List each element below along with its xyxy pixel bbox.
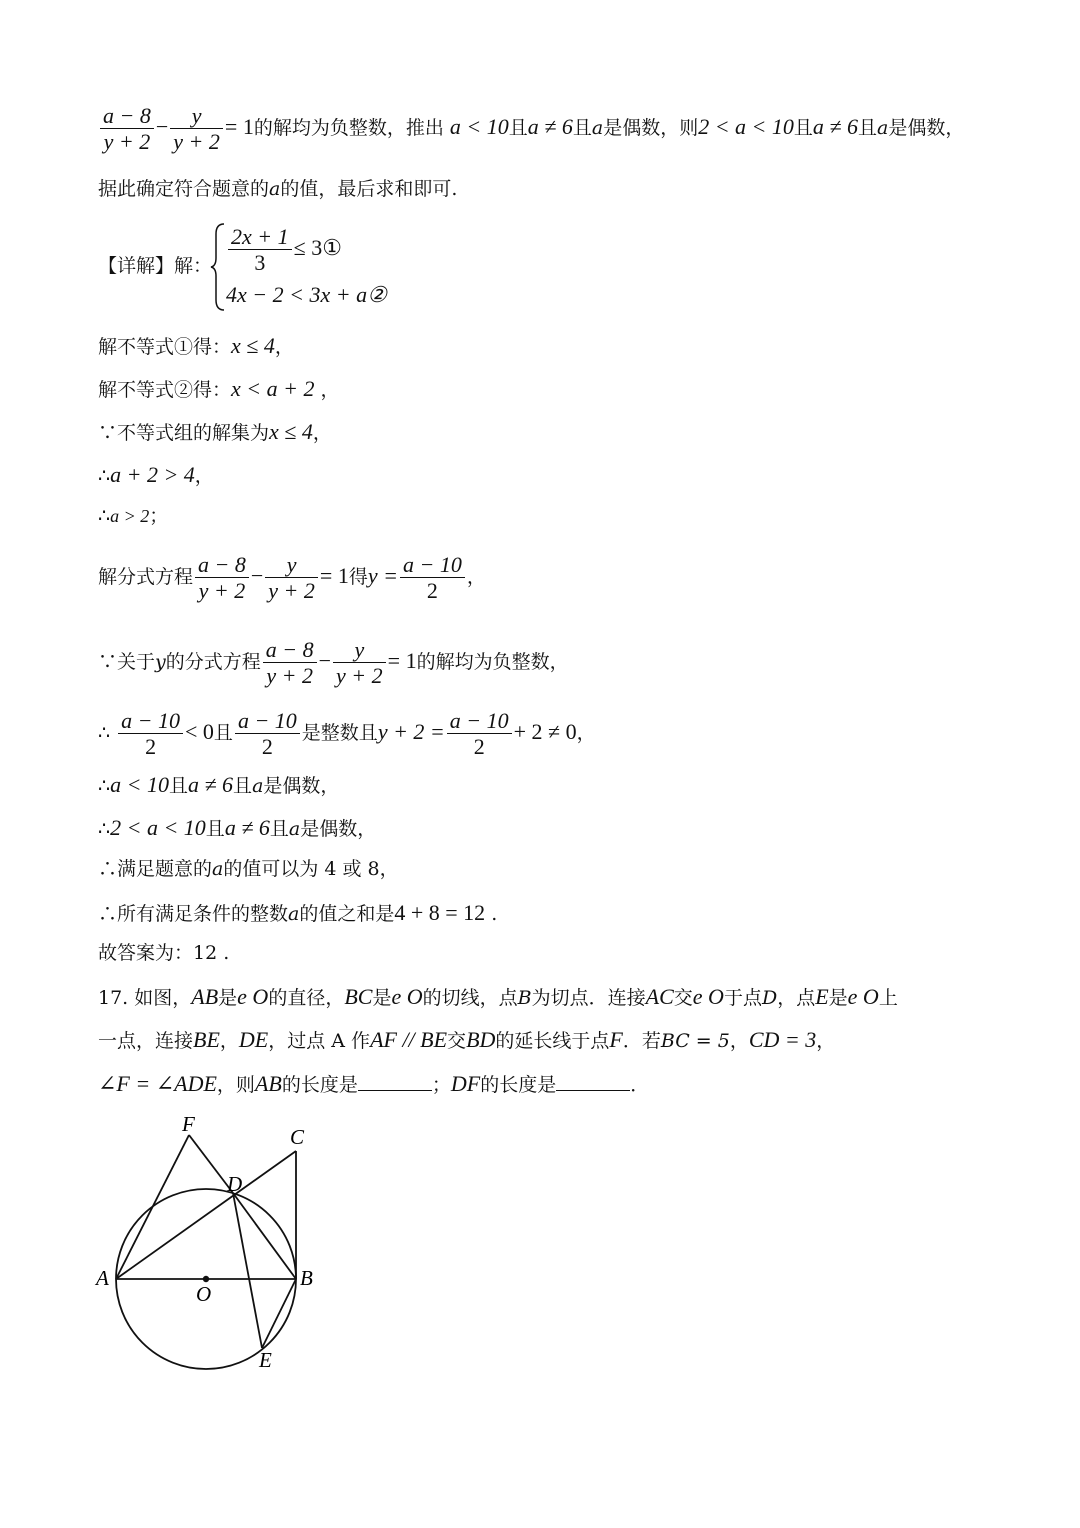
text: 的值，最后求和即可.	[280, 178, 458, 200]
text: ∴所有满足条件的整数	[98, 903, 289, 925]
fraction-y	[170, 103, 223, 155]
text: 为切点．连接	[531, 987, 646, 1009]
math-inline: e O	[237, 984, 269, 1009]
segment-af	[116, 1135, 189, 1279]
math-inline: x ≤ 4	[231, 333, 275, 358]
fraction-solution	[235, 708, 300, 760]
answer-blank-df[interactable]	[556, 1072, 630, 1091]
fraction-denominator: y + 2	[268, 578, 315, 604]
math-inline: e O	[847, 984, 879, 1009]
text: 的解均为负整数，	[416, 650, 569, 673]
math-inline: a ≠ 6	[527, 113, 573, 139]
text: 是整数且	[301, 721, 378, 744]
text: 的解均为负整数，推出	[253, 116, 444, 139]
label-f: F	[182, 1112, 195, 1136]
text: 且	[793, 116, 813, 139]
equals-one: = 1	[319, 562, 349, 588]
math-var: a	[877, 116, 889, 139]
answer-blank-ab[interactable]	[358, 1072, 432, 1091]
fraction-numerator: y	[333, 637, 386, 663]
math-var: y	[155, 650, 166, 673]
fraction-numerator: a − 10	[400, 552, 465, 578]
fraction-numerator: y	[265, 552, 318, 578]
math-inline: AB	[191, 984, 219, 1009]
step-7: ∵关于y的分式方程 $\frac{a - 8}{y + 2}$ − $\frac{y}{y + 2}$ = 1的解均为负整数，	[98, 637, 569, 689]
line-2	[98, 180, 457, 199]
text: ∴满足题意的	[98, 858, 213, 880]
step-5: ∴a > 2；	[98, 505, 169, 527]
math-inline: e O	[692, 984, 724, 1009]
fraction-a-minus-8	[100, 103, 154, 155]
text: ；	[431, 1074, 451, 1096]
math-var: a	[212, 858, 224, 880]
fraction-denominator: 2	[261, 734, 273, 760]
detail-label: 【详解】解：	[98, 255, 213, 277]
math-inline: a + 2 > 4	[110, 462, 195, 487]
text: 上	[878, 987, 898, 1009]
text: 交	[447, 1030, 467, 1052]
therefore-symbol: ∴	[98, 505, 111, 527]
fraction-numerator: a − 10	[447, 708, 512, 734]
text: ，点	[777, 987, 816, 1009]
fraction-numerator: a − 10	[118, 708, 183, 734]
math-inline: DF	[450, 1071, 481, 1096]
text: ，则	[216, 1074, 255, 1096]
step-8: ∴ $\frac{a - 10}{2}$ < 0且 $\frac{a - 10}{2}$ 是整数且y + 2 = $\frac{a - 10}{2}$ + 2 ≠ 0，	[98, 708, 596, 760]
fraction-a-minus-8	[263, 637, 317, 689]
math-inline: e O	[391, 984, 423, 1009]
text: 解不等式①得：	[98, 336, 232, 358]
label-b: B	[300, 1266, 313, 1290]
math-inline: a > 2	[110, 506, 150, 526]
fraction-numerator: a − 10	[235, 708, 300, 734]
text: 的长度是	[480, 1074, 557, 1096]
text: 且	[572, 116, 592, 139]
math-inline: BC	[344, 984, 373, 1009]
therefore-symbol: ∴	[98, 465, 111, 487]
text: 的值可以为 4 或 8，	[223, 858, 399, 880]
math-inline: DE	[238, 1027, 269, 1052]
text: ，	[816, 1030, 836, 1052]
segment-de	[233, 1193, 262, 1348]
step-9	[98, 774, 339, 796]
math-inline: a ≠ 6	[224, 815, 270, 840]
text: 是偶数，	[300, 818, 377, 840]
line-1: $\frac{a - 8}{y + 2}$ − $\frac{y}{y + 2}$ = 1的解均为负整数，推出 a < 10且a ≠ 6且a是偶数，则2 < a < 10且a ≠ 6且a是偶数，	[98, 103, 964, 155]
therefore-symbol: ∴	[98, 818, 111, 840]
text: ∵不等式组的解集为	[98, 422, 270, 444]
equals-one: = 1	[387, 647, 417, 673]
segment-be	[262, 1279, 296, 1348]
text: ，	[729, 1030, 749, 1052]
math-inline: a < 10	[110, 772, 169, 797]
math-inline: ∠F = ∠ADE	[98, 1071, 217, 1096]
math-inline: CD = 3	[748, 1027, 817, 1052]
text: 得	[348, 565, 368, 588]
fraction-solution	[118, 708, 183, 760]
fraction-denominator: y + 2	[198, 578, 246, 604]
text: 一点，连接	[98, 1030, 194, 1052]
text: 解不等式②得：	[98, 379, 232, 401]
math-var: a	[591, 116, 604, 139]
math-inline: ≤ 3①	[293, 234, 342, 260]
math-inline: a ≠ 6	[812, 113, 858, 139]
math-inline: BE	[193, 1027, 220, 1052]
math-var: a	[252, 775, 264, 797]
math-var: a	[269, 178, 281, 200]
math-inline: x < a + 2	[231, 376, 315, 401]
math-inline: < 0	[185, 718, 214, 744]
fraction-numerator: a − 8	[195, 552, 249, 578]
step-3: ∵不等式组的解集为x ≤ 4，	[98, 419, 332, 444]
text: 的分式方程	[165, 650, 261, 673]
text: 的切线，点	[422, 987, 518, 1009]
segment-db	[233, 1193, 296, 1279]
math-inline: 2 < a < 10	[698, 113, 794, 139]
text: ．若	[622, 1030, 661, 1052]
math-inline: y =	[367, 562, 398, 588]
problem-17-line-1	[98, 986, 898, 1008]
problem-number: 17. 如图，	[98, 987, 192, 1009]
inequality-1	[226, 224, 342, 276]
math-inline: y + 2 =	[377, 718, 445, 744]
step-4: ∴a + 2 > 4，	[98, 462, 214, 487]
text: 的直径，	[268, 987, 345, 1009]
therefore-symbol: ∴	[98, 775, 111, 797]
text: ∵关于	[98, 650, 156, 673]
problem-17-line-3: ∠F = ∠ADE，则AB的长度是 ；DF的长度是 ．	[98, 1071, 650, 1096]
fraction-y	[265, 552, 318, 604]
fraction-denominator: y + 2	[103, 129, 151, 155]
text: 于点	[723, 987, 762, 1009]
math-var: F	[609, 1027, 623, 1052]
math-inline: 2 < a < 10	[110, 815, 206, 840]
text: 且	[269, 818, 289, 840]
fraction-denominator: 3	[254, 250, 266, 276]
step-10	[98, 817, 376, 839]
text: 的长度是	[281, 1074, 358, 1096]
equals-one: = 1	[224, 113, 254, 139]
fraction-solution	[400, 552, 465, 604]
label-o: O	[196, 1282, 212, 1306]
text: 的延长线于点	[495, 1030, 610, 1052]
text: 且	[213, 721, 233, 744]
text: 是	[218, 987, 238, 1009]
text: ，过点 A 作	[268, 1030, 371, 1052]
math-inline: x ≤ 4	[269, 419, 313, 444]
math-var: D	[761, 987, 778, 1009]
math-var: a	[288, 903, 300, 925]
fraction-numerator: a − 8	[263, 637, 317, 663]
fraction-numerator: 2x + 1	[228, 224, 292, 250]
fraction-denominator: 2	[145, 734, 157, 760]
fraction-denominator: 2	[426, 578, 438, 604]
text: 且	[508, 116, 528, 139]
final-answer: 故答案为：12 .	[98, 942, 230, 964]
text: 是	[372, 987, 392, 1009]
fraction-y	[333, 637, 386, 689]
label-a: A	[96, 1266, 109, 1290]
step-1: 解不等式①得：x ≤ 4，	[98, 333, 294, 358]
math-inline: + 2 ≠ 0	[513, 718, 577, 744]
fraction-solution	[447, 708, 512, 760]
math-var: E	[815, 984, 829, 1009]
text: 的值之和是	[299, 903, 395, 925]
label-d: D	[227, 1172, 243, 1196]
step-6: 解分式方程 $\frac{a - 8}{y + 2}$ − $\frac{y}{y + 2}$ = 1得y = $\frac{a - 10}{2}$ ，	[98, 552, 486, 604]
math-inline: AC	[645, 984, 674, 1009]
fraction-numerator: y	[170, 103, 223, 129]
math-inline: AB	[254, 1071, 282, 1096]
math-inline: AF // BE	[370, 1027, 448, 1052]
math-var: a	[288, 818, 301, 840]
text: 且	[168, 775, 188, 797]
fraction-denominator: 2	[473, 734, 485, 760]
fraction-numerator: a − 8	[100, 103, 154, 129]
step-12: ∴所有满足条件的整数a的值之和是4 + 8 = 12 .	[98, 900, 498, 925]
text: 且	[205, 818, 225, 840]
text: 且	[858, 116, 878, 139]
text: 是	[828, 987, 848, 1009]
label-e: E	[259, 1348, 272, 1372]
math-inline: a < 10	[449, 113, 509, 139]
text: 据此确定符合题意的	[98, 178, 270, 200]
problem-17-line-2	[98, 1029, 835, 1051]
fraction-denominator: y + 2	[336, 663, 383, 689]
fraction-denominator: y + 2	[173, 129, 220, 155]
step-2: 解不等式②得：x < a + 2 ，	[98, 376, 340, 401]
text: 且	[233, 775, 253, 797]
label-c: C	[290, 1125, 305, 1149]
math-var: B	[517, 987, 532, 1009]
text: 是偶数，则	[603, 116, 699, 139]
math-inline: a ≠ 6	[187, 772, 234, 797]
text: 解分式方程	[98, 565, 194, 588]
fraction-2x-plus-1	[228, 224, 292, 276]
text: 是偶数，	[888, 116, 965, 139]
math-inline: 4 + 8 = 12	[394, 900, 486, 925]
therefore-symbol: ∴	[98, 721, 111, 744]
step-11	[98, 860, 399, 879]
geometry-figure	[90, 1105, 350, 1375]
fraction-denominator: y + 2	[266, 663, 313, 689]
math-inline: BD	[466, 1027, 496, 1052]
text: ，	[219, 1030, 239, 1052]
text: 交	[673, 987, 693, 1009]
fraction-a-minus-8	[195, 552, 249, 604]
math-inline: BC = 5	[660, 1030, 730, 1052]
text: 是偶数，	[263, 775, 340, 797]
inequality-2: 4x − 2 < 3x + a②	[226, 282, 387, 307]
